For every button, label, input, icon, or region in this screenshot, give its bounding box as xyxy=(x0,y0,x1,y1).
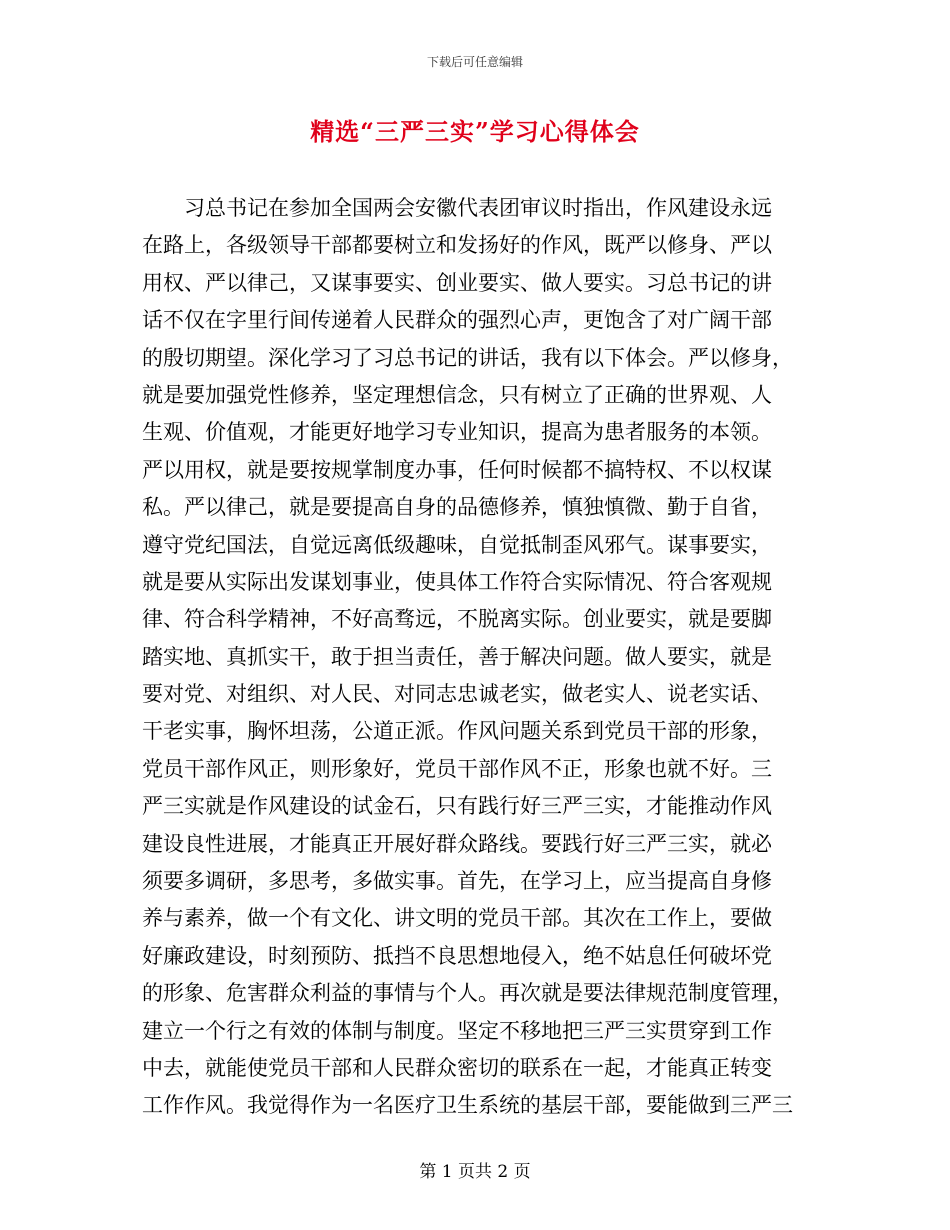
body-line: 养与素养，做一个有文化、讲文明的党员干部。其次在工作上，要做 xyxy=(142,906,772,931)
body-line: 就是要加强党性修养，坚定理想信念，只有树立了正确的世界观、人 xyxy=(142,382,772,407)
body-line: 的形象、危害群众利益的事情与个人。再次就是要法律规范制度管理， xyxy=(142,981,793,1006)
body-line: 中去，就能使党员干部和人民群众密切的联系在一起，才能真正转变 xyxy=(142,1055,772,1080)
body-line: 习总书记在参加全国两会安徽代表团审议时指出，作风建设永远 xyxy=(142,196,772,220)
body-line: 话不仅在字里行间传递着人民群众的强烈心声，更饱含了对广阔干部 xyxy=(142,308,772,333)
document-body xyxy=(142,190,814,1125)
body-line: 干老实事，胸怀坦荡，公道正派。作风问题关系到党员干部的形象， xyxy=(142,719,772,744)
body-line: 律、符合科学精神，不好高骛远，不脱离实际。创业要实，就是要脚 xyxy=(142,607,772,632)
body-line: 生观、价值观，才能更好地学习专业知识，提高为患者服务的本领。 xyxy=(142,420,772,445)
body-line: 须要多调研，多思考，多做实事。首先，在学习上，应当提高自身修 xyxy=(142,869,772,894)
body-line: 用权、严以律己，又谋事要实、创业要实、做人要实。习总书记的讲 xyxy=(142,270,772,295)
page-header-note: 下载后可任意编辑 xyxy=(426,55,523,69)
body-line: 好廉政建设，时刻预防、抵挡不良思想地侵入，绝不姑息任何破坏党 xyxy=(142,943,772,968)
document-title: 精选“三严三实”学习心得体会 xyxy=(310,117,640,146)
body-line: 的殷切期望。深化学习了习总书记的讲话，我有以下体会。严以修身， xyxy=(142,345,793,370)
body-line: 就是要从实际出发谋划事业，使具体工作符合实际情况、符合客观规 xyxy=(142,569,772,594)
body-line: 私。严以律己，就是要提高自身的品德修养，慎独慎微、勤于自省， xyxy=(142,495,772,520)
body-line: 在路上，各级领导干部都要树立和发扬好的作风，既严以修身、严以 xyxy=(142,233,772,258)
body-line: 建立一个行之有效的体制与制度。坚定不移地把三严三实贯穿到工作 xyxy=(142,1018,772,1043)
body-line: 要对党、对组织、对人民、对同志忠诚老实，做老实人、说老实话、 xyxy=(142,682,772,707)
body-line: 建设良性进展，才能真正开展好群众路线。要践行好三严三实，就必 xyxy=(142,831,772,856)
body-line: 严三实就是作风建设的试金石，只有践行好三严三实，才能推动作风 xyxy=(142,794,772,819)
body-line: 遵守党纪国法，自觉远离低级趣味，自觉抵制歪风邪气。谋事要实， xyxy=(142,532,772,557)
body-line: 踏实地、真抓实干，敢于担当责任，善于解决问题。做人要实，就是 xyxy=(142,644,772,669)
body-line: 严以用权，就是要按规掌制度办事，任何时候都不搞特权、不以权谋 xyxy=(142,457,772,482)
body-line: 工作作风。我觉得作为一名医疗卫生系统的基层干部，要能做到三严三 xyxy=(142,1093,793,1118)
body-line: 党员干部作风正，则形象好，党员干部作风不正，形象也就不好。三 xyxy=(142,756,772,781)
page-number-footer: 第 1 页共 2 页 xyxy=(419,1162,531,1182)
